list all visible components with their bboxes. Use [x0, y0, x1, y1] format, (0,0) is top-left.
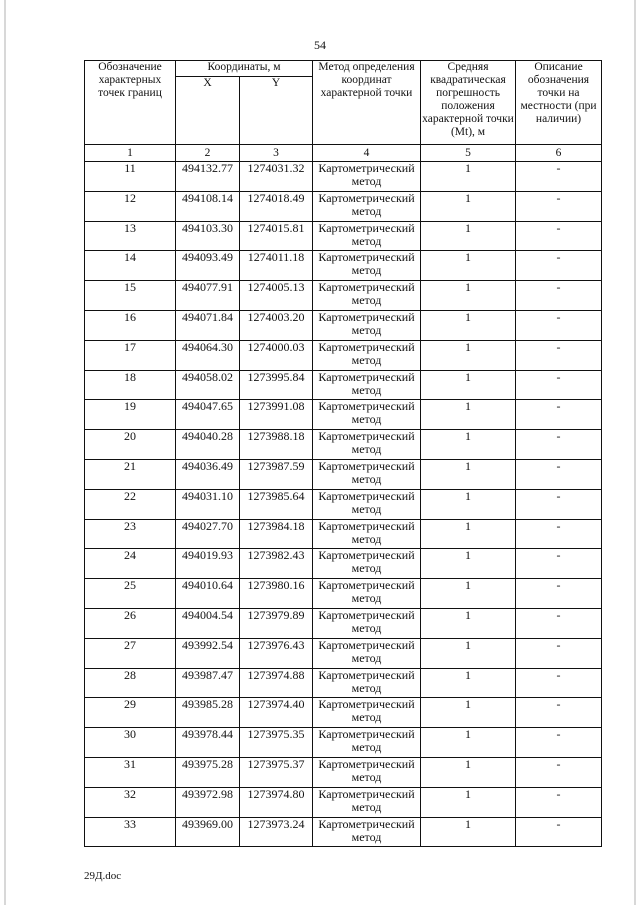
accuracy-cell: 1: [421, 519, 516, 549]
accuracy-cell: 1: [421, 668, 516, 698]
description-cell: -: [516, 668, 602, 698]
coordinate-x-cell: 494064.30: [176, 340, 240, 370]
description-cell: -: [516, 221, 602, 251]
coordinate-y-cell: 1274000.03: [240, 340, 313, 370]
method-cell: Картометрический метод: [313, 340, 421, 370]
table-row: [85, 459, 602, 489]
method-cell: Картометрический метод: [313, 698, 421, 728]
coordinate-y-cell: 1273984.18: [240, 519, 313, 549]
point-number-cell: 21: [85, 459, 176, 489]
method-cell: Картометрический метод: [313, 251, 421, 281]
table-row: [85, 430, 602, 460]
method-cell: Картометрический метод: [313, 728, 421, 758]
description-cell: -: [516, 608, 602, 638]
coordinate-x-cell: 494077.91: [176, 281, 240, 311]
scan-edge-right: [634, 0, 636, 905]
table-row: [85, 519, 602, 549]
coordinate-y-cell: 1273974.88: [240, 668, 313, 698]
coordinate-x-cell: 493987.47: [176, 668, 240, 698]
description-cell: -: [516, 638, 602, 668]
coordinate-y-cell: 1273974.80: [240, 787, 313, 817]
table-row: [85, 162, 602, 192]
accuracy-cell: 1: [421, 370, 516, 400]
accuracy-cell: 1: [421, 310, 516, 340]
page-number: 54: [314, 38, 326, 52]
description-cell: -: [516, 162, 602, 192]
point-number-cell: 25: [85, 579, 176, 609]
column-number: 6: [516, 145, 602, 162]
accuracy-cell: 1: [421, 162, 516, 192]
table-row: [85, 251, 602, 281]
accuracy-cell: 1: [421, 251, 516, 281]
method-cell: Картометрический метод: [313, 191, 421, 221]
table-row: [85, 340, 602, 370]
coordinate-x-cell: 494019.93: [176, 549, 240, 579]
coordinate-y-cell: 1273974.40: [240, 698, 313, 728]
column-number: 4: [313, 145, 421, 162]
coordinate-y-cell: 1274031.32: [240, 162, 313, 192]
header-point: Обозначение характерных точек границ: [85, 61, 176, 145]
coordinate-y-cell: 1273988.18: [240, 430, 313, 460]
header-coordinates: Координаты, м: [176, 61, 313, 77]
table-row: [85, 191, 602, 221]
coordinate-x-cell: 493972.98: [176, 787, 240, 817]
description-cell: -: [516, 340, 602, 370]
coordinate-x-cell: 494047.65: [176, 400, 240, 430]
coordinate-x-cell: 493992.54: [176, 638, 240, 668]
coordinate-y-cell: 1273976.43: [240, 638, 313, 668]
coordinate-y-cell: 1274003.20: [240, 310, 313, 340]
column-number: 5: [421, 145, 516, 162]
coordinate-x-cell: 494010.64: [176, 579, 240, 609]
coordinate-y-cell: 1273995.84: [240, 370, 313, 400]
point-number-cell: 28: [85, 668, 176, 698]
method-cell: Картометрический метод: [313, 519, 421, 549]
point-number-cell: 29: [85, 698, 176, 728]
table-row: [85, 728, 602, 758]
description-cell: -: [516, 430, 602, 460]
method-cell: Картометрический метод: [313, 221, 421, 251]
footer-filename: 29Д.doc: [84, 870, 122, 882]
table-row: [85, 668, 602, 698]
header-method: Метод определения координат характерной точки: [313, 61, 421, 145]
accuracy-cell: 1: [421, 191, 516, 221]
table-body: [85, 162, 602, 847]
description-cell: -: [516, 698, 602, 728]
point-number-cell: 13: [85, 221, 176, 251]
accuracy-cell: 1: [421, 221, 516, 251]
coordinate-x-cell: 494108.14: [176, 191, 240, 221]
method-cell: Картометрический метод: [313, 638, 421, 668]
description-cell: -: [516, 757, 602, 787]
coordinate-y-cell: 1273979.89: [240, 608, 313, 638]
description-cell: -: [516, 310, 602, 340]
coordinates-table: [84, 60, 602, 847]
coordinate-x-cell: 493978.44: [176, 728, 240, 758]
method-cell: Картометрический метод: [313, 459, 421, 489]
table-row: [85, 787, 602, 817]
table-row: [85, 638, 602, 668]
point-number-cell: 11: [85, 162, 176, 192]
scan-edge-left: [4, 0, 6, 905]
description-cell: -: [516, 519, 602, 549]
method-cell: Картометрический метод: [313, 162, 421, 192]
coordinate-y-cell: 1274015.81: [240, 221, 313, 251]
point-number-cell: 22: [85, 489, 176, 519]
coordinate-y-cell: 1273987.59: [240, 459, 313, 489]
point-number-cell: 18: [85, 370, 176, 400]
coordinate-x-cell: 494027.70: [176, 519, 240, 549]
coordinate-x-cell: 494093.49: [176, 251, 240, 281]
method-cell: Картометрический метод: [313, 430, 421, 460]
description-cell: -: [516, 817, 602, 847]
table-row: [85, 400, 602, 430]
table-row: [85, 817, 602, 847]
accuracy-cell: 1: [421, 757, 516, 787]
coordinate-x-cell: 494004.54: [176, 608, 240, 638]
coordinate-x-cell: 494036.49: [176, 459, 240, 489]
table-row: [85, 757, 602, 787]
accuracy-cell: 1: [421, 489, 516, 519]
accuracy-cell: 1: [421, 817, 516, 847]
point-number-cell: 30: [85, 728, 176, 758]
coordinate-y-cell: 1273982.43: [240, 549, 313, 579]
accuracy-cell: 1: [421, 340, 516, 370]
method-cell: Картометрический метод: [313, 281, 421, 311]
point-number-cell: 26: [85, 608, 176, 638]
table-row: [85, 608, 602, 638]
method-cell: Картометрический метод: [313, 489, 421, 519]
coordinate-y-cell: 1274005.13: [240, 281, 313, 311]
point-number-cell: 15: [85, 281, 176, 311]
column-number: 1: [85, 145, 176, 162]
point-number-cell: 14: [85, 251, 176, 281]
accuracy-cell: 1: [421, 459, 516, 489]
header-description: Описание обозначения точки на местности (при наличии): [516, 61, 602, 145]
description-cell: -: [516, 281, 602, 311]
method-cell: Картометрический метод: [313, 400, 421, 430]
coordinate-y-cell: 1274011.18: [240, 251, 313, 281]
coordinate-x-cell: 493985.28: [176, 698, 240, 728]
accuracy-cell: 1: [421, 430, 516, 460]
coordinate-x-cell: 494031.10: [176, 489, 240, 519]
coordinate-y-cell: 1273985.64: [240, 489, 313, 519]
header-x: X: [176, 77, 240, 145]
point-number-cell: 27: [85, 638, 176, 668]
description-cell: -: [516, 459, 602, 489]
coordinate-x-cell: 494071.84: [176, 310, 240, 340]
column-number-row: [85, 145, 602, 162]
method-cell: Картометрический метод: [313, 668, 421, 698]
coordinate-x-cell: 494058.02: [176, 370, 240, 400]
accuracy-cell: 1: [421, 698, 516, 728]
table-row: [85, 370, 602, 400]
coordinate-x-cell: 494040.28: [176, 430, 240, 460]
description-cell: -: [516, 728, 602, 758]
table-row: [85, 281, 602, 311]
method-cell: Картометрический метод: [313, 579, 421, 609]
description-cell: -: [516, 191, 602, 221]
accuracy-cell: 1: [421, 638, 516, 668]
point-number-cell: 16: [85, 310, 176, 340]
coordinate-x-cell: 494103.30: [176, 221, 240, 251]
description-cell: -: [516, 549, 602, 579]
coordinate-x-cell: 494132.77: [176, 162, 240, 192]
point-number-cell: 32: [85, 787, 176, 817]
table-row: [85, 579, 602, 609]
coordinate-y-cell: 1273980.16: [240, 579, 313, 609]
point-number-cell: 23: [85, 519, 176, 549]
point-number-cell: 20: [85, 430, 176, 460]
accuracy-cell: 1: [421, 608, 516, 638]
header-accuracy: Средняя квадратическая погрешность положения характерной точки (Mt), м: [421, 61, 516, 145]
accuracy-cell: 1: [421, 579, 516, 609]
table-row: [85, 310, 602, 340]
method-cell: Картометрический метод: [313, 549, 421, 579]
description-cell: -: [516, 787, 602, 817]
method-cell: Картометрический метод: [313, 757, 421, 787]
coordinate-x-cell: 493975.28: [176, 757, 240, 787]
coordinate-x-cell: 493969.00: [176, 817, 240, 847]
description-cell: -: [516, 489, 602, 519]
point-number-cell: 19: [85, 400, 176, 430]
accuracy-cell: 1: [421, 400, 516, 430]
table-row: [85, 489, 602, 519]
accuracy-cell: 1: [421, 787, 516, 817]
accuracy-cell: 1: [421, 728, 516, 758]
method-cell: Картометрический метод: [313, 310, 421, 340]
description-cell: -: [516, 251, 602, 281]
table-row: [85, 698, 602, 728]
column-number: 2: [176, 145, 240, 162]
table-row: [85, 549, 602, 579]
coordinate-y-cell: 1273973.24: [240, 817, 313, 847]
method-cell: Картометрический метод: [313, 608, 421, 638]
method-cell: Картометрический метод: [313, 787, 421, 817]
point-number-cell: 33: [85, 817, 176, 847]
coordinate-y-cell: 1274018.49: [240, 191, 313, 221]
accuracy-cell: 1: [421, 281, 516, 311]
point-number-cell: 24: [85, 549, 176, 579]
coordinate-y-cell: 1273975.37: [240, 757, 313, 787]
point-number-cell: 17: [85, 340, 176, 370]
method-cell: Картометрический метод: [313, 370, 421, 400]
accuracy-cell: 1: [421, 549, 516, 579]
method-cell: Картометрический метод: [313, 817, 421, 847]
column-number: 3: [240, 145, 313, 162]
table-row: [85, 221, 602, 251]
description-cell: -: [516, 579, 602, 609]
point-number-cell: 31: [85, 757, 176, 787]
coordinate-y-cell: 1273975.35: [240, 728, 313, 758]
description-cell: -: [516, 370, 602, 400]
coordinate-y-cell: 1273991.08: [240, 400, 313, 430]
description-cell: -: [516, 400, 602, 430]
header-y: Y: [240, 77, 313, 145]
point-number-cell: 12: [85, 191, 176, 221]
